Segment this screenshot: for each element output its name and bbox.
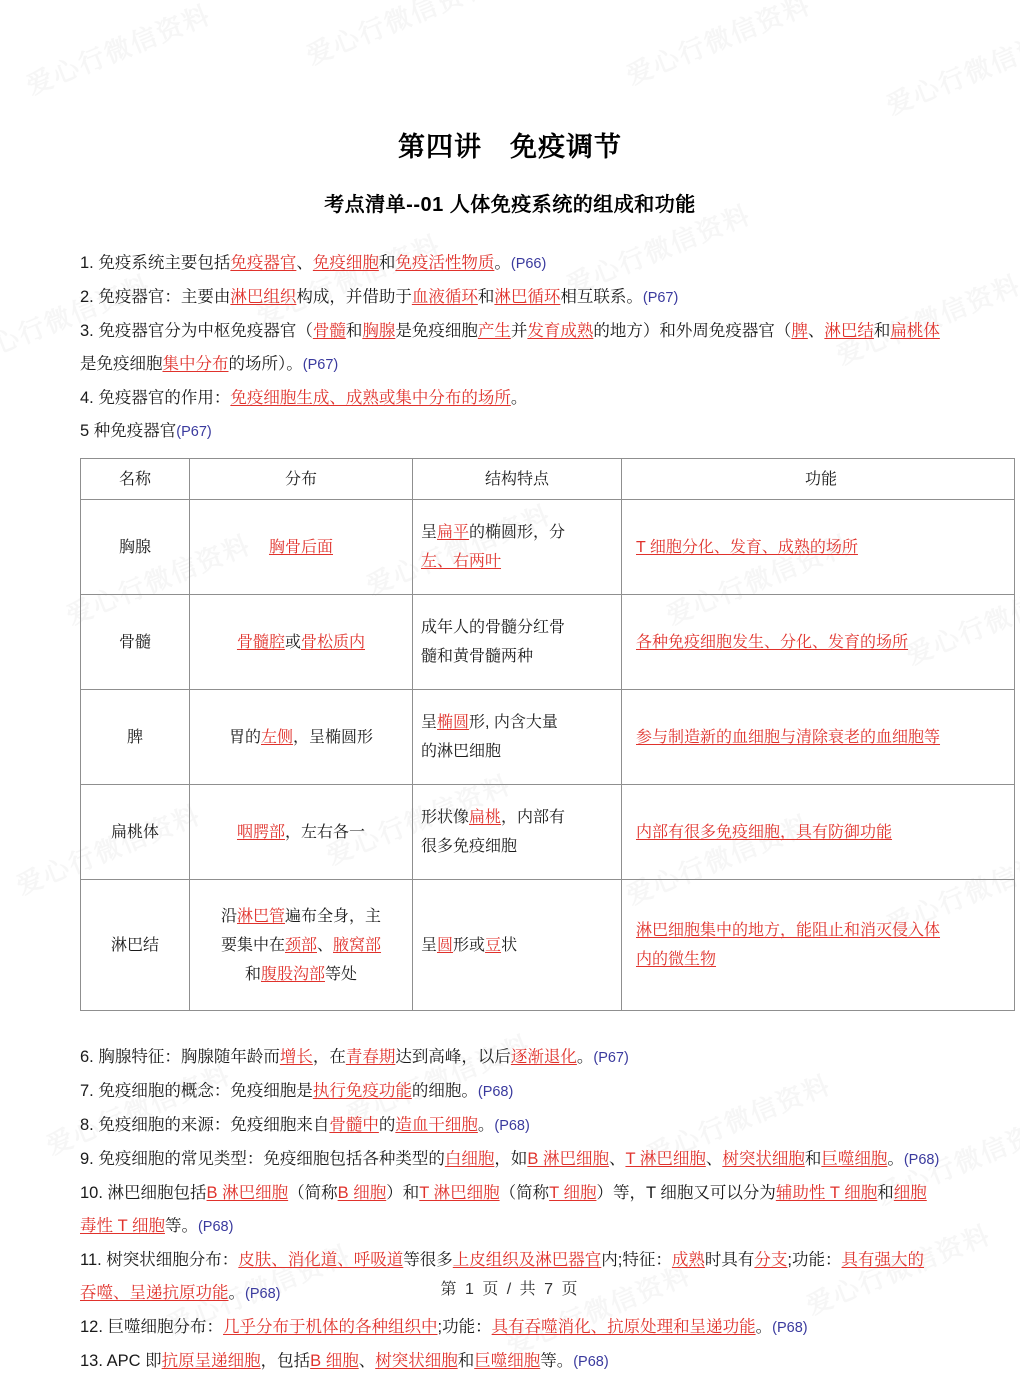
note-9-highlight: 树突状细胞 — [722, 1150, 805, 1168]
cell-function-highlight: 淋巴细胞集中的地方，能阻止和消灭侵入体 — [636, 922, 941, 939]
table-row — [81, 880, 1015, 1011]
note-11-highlight: 具有强大的吞噬、呈递抗原功能 — [80, 1251, 924, 1302]
note-9-page-ref: (P68) — [903, 1152, 940, 1168]
table-row — [81, 785, 1015, 880]
note-1-text: 。 — [494, 254, 511, 272]
note-4-text: 。 — [510, 389, 528, 407]
note-1-text: 、 — [296, 254, 313, 272]
note-6-text: 6. 胸腺特征：胸腺随年龄而 — [80, 1048, 280, 1066]
note-10-text: 和 — [877, 1184, 894, 1202]
cell-structure-text: 形或 — [453, 936, 486, 954]
note-1-text: 和 — [378, 254, 396, 272]
cell-structure-text: 形, 内含大量 — [469, 714, 558, 731]
cell-function — [622, 880, 1015, 1011]
note-3-page-ref: (P67) — [302, 357, 339, 373]
cell-structure-text: 呈 — [421, 524, 438, 541]
cell-distribution-highlight: 咽腭部 — [236, 823, 285, 841]
cell-function-highlight: 各种免疫细胞发生、分化、发育的场所 — [636, 633, 909, 651]
note-7-page-ref: (P68) — [477, 1084, 514, 1100]
note-11-text: ;功能： — [787, 1251, 842, 1269]
note-4 — [80, 382, 940, 415]
note-1-text: 1. 免疫系统主要包括 — [80, 254, 231, 272]
cell-distribution-highlight: 骨髓腔 — [236, 633, 285, 651]
note-13-text: ，包括 — [260, 1352, 311, 1370]
cell-distribution-highlight: 淋巴管 — [236, 907, 285, 925]
note-10-text: ）等，T 细胞又可以分为 — [596, 1184, 776, 1202]
note-3-text: 并 — [510, 322, 528, 340]
note-3-highlight: 胸腺 — [362, 322, 396, 340]
cell-organ-name: 脾 — [81, 690, 190, 785]
cell-distribution-text: 胃的 — [228, 728, 261, 746]
cell-function — [622, 500, 1015, 595]
note-3-text: 是免疫细胞 — [395, 322, 478, 340]
cell-distribution-text: 遍布全身，主 — [285, 907, 382, 925]
cell-structure-text: 很多免疫细胞 — [421, 838, 518, 855]
cell-distribution — [190, 595, 413, 690]
note-12-page-ref: (P68) — [772, 1320, 808, 1336]
cell-distribution — [190, 690, 413, 785]
note-3-highlight: 产生 — [477, 322, 511, 340]
note-12-highlight: 具有吞噬消化、抗原处理和呈递功能 — [491, 1318, 756, 1336]
cell-organ-name: 扁桃体 — [81, 785, 190, 880]
table-row — [81, 690, 1015, 785]
note-8 — [80, 1109, 940, 1143]
note-9-highlight: B 淋巴细胞 — [527, 1150, 609, 1168]
note-3-text: 是免疫细胞 — [80, 355, 163, 373]
table-header-distribution: 分布 — [190, 459, 413, 500]
note-9-text: 9. 免疫细胞的常见类型：免疫细胞包括各种类型的 — [80, 1150, 445, 1168]
note-11-text: 等很多 — [403, 1251, 453, 1269]
cell-structure-highlight: 豆 — [485, 936, 502, 954]
cell-structure — [413, 785, 622, 880]
note-7 — [80, 1075, 940, 1109]
cell-function — [622, 785, 1015, 880]
immune-organs-table — [80, 458, 1015, 1011]
note-10-text: ）和 — [386, 1184, 420, 1202]
note-10-highlight: 辅助性 T 细胞 — [775, 1184, 878, 1202]
page-title: 第四讲 免疫调节 — [398, 132, 622, 162]
note-10-highlight: B 淋巴细胞 — [206, 1184, 289, 1202]
note-10-text: 等。 — [164, 1217, 198, 1235]
note-13-text: 和 — [457, 1352, 475, 1370]
note-10-text: （简称 — [288, 1184, 338, 1202]
note-1-page-ref: (P66) — [510, 256, 547, 272]
note-8-highlight: 造血干细胞 — [395, 1116, 478, 1134]
cell-organ-name: 胸腺 — [81, 500, 190, 595]
note-2-highlight: 淋巴循环 — [494, 288, 561, 306]
note-1-highlight: 免疫细胞 — [312, 254, 379, 272]
note-2-text: 2. 免疫器官：主要由 — [80, 288, 231, 306]
note-1 — [80, 247, 940, 281]
cell-structure-text: 的椭圆形，分 — [469, 524, 566, 541]
note-3-highlight: 淋巴结 — [824, 322, 874, 340]
note-13-highlight: 巨噬细胞 — [474, 1352, 541, 1370]
note-8-text: 。 — [477, 1116, 495, 1134]
page-subtitle: 考点清单--01 人体免疫系统的组成和功能 — [324, 194, 696, 216]
note-10-text: 10. 淋巴细胞包括 — [80, 1184, 207, 1202]
table-row — [81, 595, 1015, 690]
note-13-highlight: B 细胞 — [310, 1352, 359, 1370]
note-10-highlight: 细胞毒性 T 细胞 — [80, 1184, 927, 1235]
note-2 — [80, 281, 940, 315]
note-3-text: 的地方）和外周免疫器官（ — [593, 322, 792, 340]
note-5-table-caption — [80, 415, 940, 449]
note-9 — [80, 1143, 940, 1177]
cell-structure-text: 状 — [501, 936, 518, 954]
note-3-text: 和 — [345, 322, 363, 340]
note-9-highlight: T 淋巴细胞 — [625, 1150, 706, 1168]
note-8-highlight: 骨髓中 — [329, 1116, 379, 1134]
cell-distribution-highlight: 颈部 — [284, 936, 317, 954]
note-8-text: 的 — [378, 1116, 396, 1134]
note-8-page-ref: (P68) — [494, 1118, 530, 1134]
cell-distribution-highlight: 左侧 — [260, 728, 293, 746]
note-3-highlight: 集中分布 — [162, 355, 229, 373]
note-11-highlight: 分支 — [754, 1251, 788, 1269]
table-header-row — [81, 459, 1015, 500]
note-6-highlight: 青春期 — [345, 1048, 396, 1066]
note-2-highlight: 淋巴组织 — [230, 288, 297, 306]
note-6-text: ，在 — [312, 1048, 346, 1066]
note-10-highlight: T 淋巴细胞 — [419, 1184, 500, 1202]
cell-structure-text: 呈 — [421, 936, 438, 954]
note-6-text: 达到高峰，以后 — [395, 1048, 511, 1066]
note-2-page-ref: (P67) — [642, 290, 679, 306]
cell-distribution-highlight: 腋窝部 — [333, 936, 382, 954]
cell-distribution-highlight: 腹股沟部 — [260, 965, 325, 983]
note-13-highlight: 抗原呈递细胞 — [161, 1352, 261, 1370]
note-11-highlight: 成熟 — [671, 1251, 705, 1269]
note-9-text: 、 — [608, 1150, 626, 1168]
note-1-highlight: 免疫活性物质 — [395, 254, 495, 272]
cell-structure-text: 髓和黄骨髓两种 — [421, 648, 534, 665]
note-6 — [80, 1041, 940, 1075]
cell-distribution — [190, 500, 413, 595]
cell-structure-text: 的淋巴细胞 — [421, 743, 502, 760]
note-12-text: 12. 巨噬细胞分布： — [80, 1318, 224, 1336]
notes-after-table — [80, 1011, 940, 1379]
note-3-highlight: 发育成熟 — [527, 322, 594, 340]
note-13-text: 等。 — [540, 1352, 574, 1370]
cell-structure-highlight: 扁桃 — [469, 809, 502, 826]
note-3-text: 的场所）。 — [228, 355, 303, 373]
cell-structure — [413, 690, 622, 785]
note-6-highlight: 增长 — [279, 1048, 313, 1066]
note-10-page-ref: (P68) — [197, 1219, 234, 1235]
page-footer: 第 1 页 / 共 7 页 — [440, 1281, 580, 1298]
notes-before-table — [80, 217, 940, 449]
note-13-text: 13. APC 即 — [80, 1352, 162, 1370]
note-8-text: 8. 免疫细胞的来源：免疫细胞来自 — [80, 1116, 330, 1134]
cell-organ-name: 骨髓 — [81, 595, 190, 690]
table-row — [81, 500, 1015, 595]
note-1-highlight: 免疫器官 — [230, 254, 297, 272]
cell-structure-highlight: 扁平 — [437, 524, 470, 541]
cell-function-highlight: T 细胞分化、发育、成熟的场所 — [636, 538, 858, 556]
note-6-page-ref: (P67) — [593, 1050, 629, 1066]
note-11-highlight: 皮肤、消化道、呼吸道 — [238, 1251, 404, 1269]
cell-distribution-text: 、 — [317, 936, 334, 954]
note-11-text: 内;特征： — [601, 1251, 672, 1269]
note-9-text: 和 — [804, 1150, 822, 1168]
cell-distribution-text: ，呈椭圆形 — [293, 728, 374, 746]
note-3-text: 和 — [873, 322, 891, 340]
cell-structure-text: 形状像 — [421, 809, 470, 826]
note-13-page-ref: (P68) — [573, 1354, 609, 1370]
cell-structure-text: 成年人的骨髓分红骨 — [421, 619, 566, 636]
cell-structure-text: 呈 — [421, 714, 438, 731]
note-12 — [80, 1311, 940, 1345]
note-3-highlight: 扁桃体 — [890, 322, 940, 340]
note-10-highlight: T 细胞 — [549, 1184, 597, 1202]
note-3-highlight: 脾 — [791, 322, 808, 340]
note-11-page-ref: (P68) — [245, 1286, 281, 1302]
note-6-text: 。 — [576, 1048, 594, 1066]
note-5-table-caption-text: 5 种免疫器官 — [80, 422, 177, 440]
note-9-text: ，如 — [494, 1150, 528, 1168]
cell-function-highlight: 参与制造新的血细胞与清除衰老的血细胞等 — [636, 728, 941, 746]
note-2-text: 相互联系。 — [560, 288, 643, 306]
cell-distribution-text: 要集中在 — [220, 936, 285, 954]
note-4-text: 4. 免疫器官的作用： — [80, 389, 231, 407]
note-4-highlight: 免疫细胞生成、成熟或集中分布的场所 — [230, 389, 511, 407]
cell-structure-highlight: 椭圆 — [437, 714, 470, 731]
table-header-function: 功能 — [622, 459, 1015, 500]
cell-distribution-text: 等处 — [325, 965, 358, 983]
note-2-text: 和 — [477, 288, 495, 306]
note-11-text: 时具有 — [704, 1251, 755, 1269]
note-12-highlight: 几乎分布于机体的各种组织中 — [223, 1318, 438, 1336]
cell-structure-highlight: 圆 — [437, 936, 454, 954]
cell-function-highlight: 内部有很多免疫细胞，具有防御功能 — [636, 823, 893, 841]
note-11-text: 。 — [228, 1284, 245, 1302]
note-5-table-caption-page-ref: (P67) — [176, 424, 212, 440]
cell-distribution-highlight: 骨松质内 — [301, 633, 366, 651]
note-10-text: （简称 — [499, 1184, 550, 1202]
note-7-text: 的细胞。 — [411, 1082, 478, 1100]
note-2-text: 构成，并借助于 — [296, 288, 412, 306]
note-11-text: 11. 树突状细胞分布： — [80, 1251, 239, 1269]
cell-distribution-text: 和 — [244, 965, 261, 983]
cell-structure — [413, 880, 622, 1011]
note-9-text: 。 — [887, 1150, 904, 1168]
note-11-highlight: 上皮组织及淋巴器官 — [452, 1251, 602, 1269]
note-10-highlight: B 细胞 — [337, 1184, 387, 1202]
cell-distribution — [190, 785, 413, 880]
table-body — [81, 500, 1015, 1011]
note-12-text: 。 — [755, 1318, 773, 1336]
cell-distribution-text: 沿 — [220, 907, 237, 925]
cell-distribution-text: ，左右各一 — [285, 823, 366, 841]
note-6-highlight: 逐渐退化 — [510, 1048, 577, 1066]
cell-distribution-highlight: 胸骨后面 — [268, 538, 333, 556]
note-3-highlight: 骨髓 — [312, 322, 346, 340]
note-2-highlight: 血液循环 — [411, 288, 478, 306]
cell-structure — [413, 595, 622, 690]
note-10 — [80, 1177, 940, 1244]
cell-function — [622, 690, 1015, 785]
table-header-name: 名称 — [81, 459, 190, 500]
note-9-highlight: 巨噬细胞 — [821, 1150, 888, 1168]
note-9-text: 、 — [705, 1150, 723, 1168]
note-12-text: ;功能： — [437, 1318, 492, 1336]
cell-distribution-text: 或 — [284, 633, 301, 651]
cell-structure-text: ，内部有 — [501, 809, 566, 826]
note-3-text: 3. 免疫器官分为中枢免疫器官（ — [80, 322, 313, 340]
cell-distribution — [190, 880, 413, 1011]
cell-function-highlight: 内的微生物 — [636, 951, 717, 968]
table-header-structure: 结构特点 — [413, 459, 622, 500]
note-7-text: 7. 免疫细胞的概念：免疫细胞是 — [80, 1082, 313, 1100]
cell-structure-highlight: 左、右两叶 — [421, 553, 502, 570]
note-7-highlight: 执行免疫功能 — [312, 1082, 412, 1100]
note-3 — [80, 315, 940, 382]
cell-structure — [413, 500, 622, 595]
cell-organ-name: 淋巴结 — [81, 880, 190, 1011]
cell-function — [622, 595, 1015, 690]
note-9-highlight: 白细胞 — [444, 1150, 495, 1168]
note-13-highlight: 树突状细胞 — [375, 1352, 458, 1370]
note-13-text: 、 — [358, 1352, 376, 1370]
note-3-text: 、 — [807, 322, 825, 340]
